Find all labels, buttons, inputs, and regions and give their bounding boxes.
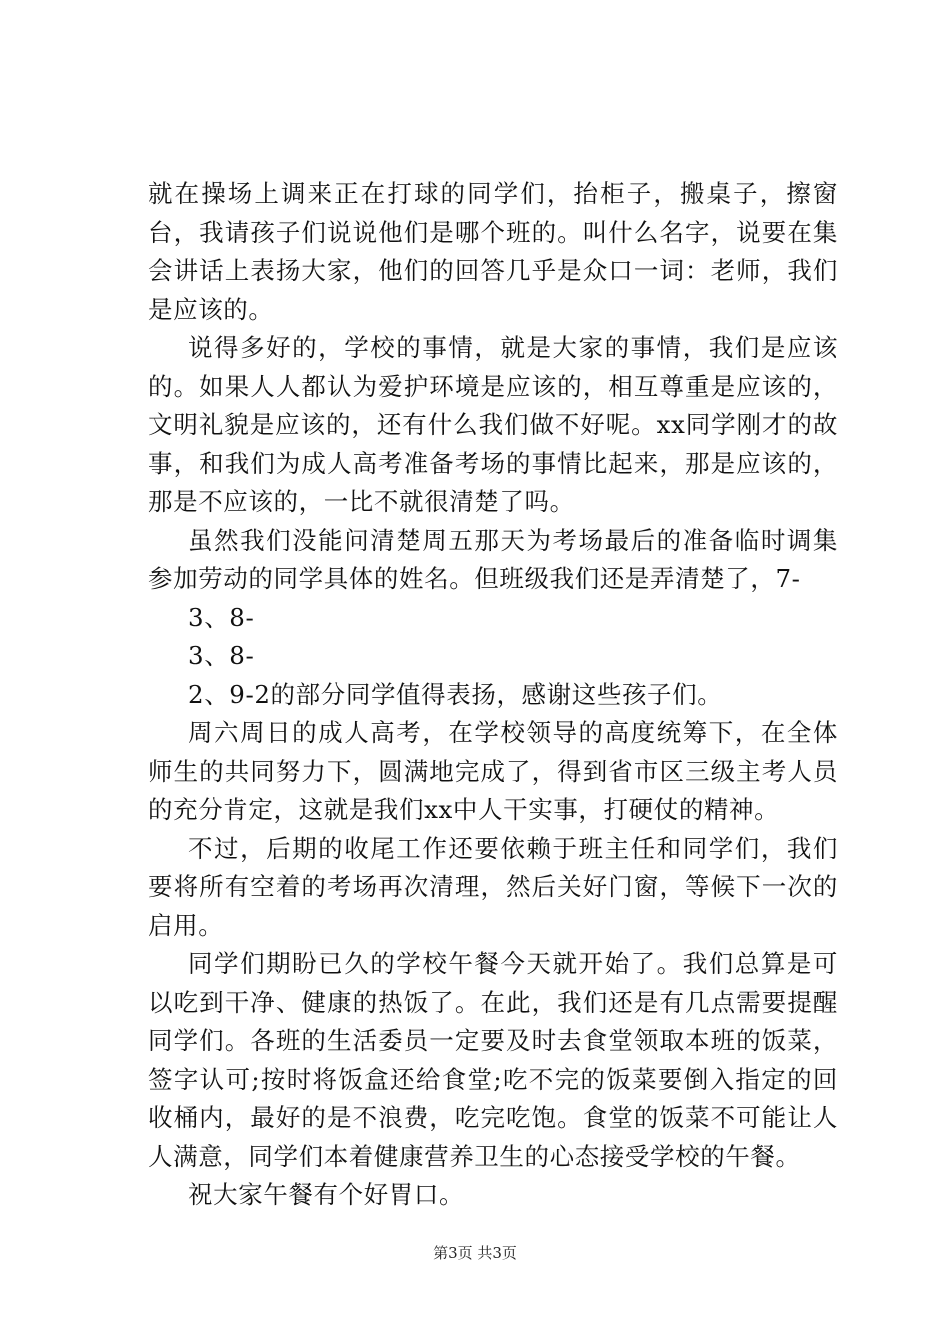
document-body	[148, 175, 838, 1215]
paragraph-6: 2、9-2的部分同学值得表扬，感谢这些孩子们。	[188, 679, 723, 709]
paragraph-4: 3、8-	[188, 602, 255, 632]
paragraph-9: 同学们期盼已久的学校午餐今天就开始了。我们总算是可以吃到干净、健康的热饭了。在此，我们还是有几点需要提醒同学们。各班的生活委员一定要及时去食堂领取本班的饭菜，签字认可;按时将饭盒还给食堂;吃不完的饭菜要倒入指定的回收桶内，最好的是不浪费，吃完吃饱。食堂的饭菜不可能让人人满意，同学们本着健康营养卫生的心态接受学校的午餐。	[148, 949, 838, 1171]
paragraph-2: 说得多好的，学校的事情，就是大家的事情，我们是应该的。如果人人都认为爱护环境是应该的，相互尊重是应该的，文明礼貌是应该的，还有什么我们做不好呢。xx同学刚才的故事，和我们为成人高考准备考场的事情比起来，那是应该的，那是不应该的，一比不就很清楚了吗。	[148, 333, 838, 516]
page-number-footer: 第3页 共3页	[433, 1244, 517, 1262]
paragraph-3: 虽然我们没能问清楚周五那天为考场最后的准备临时调集参加劳动的同学具体的姓名。但班级我们还是弄清楚了，7-	[148, 525, 838, 593]
paragraph-7: 周六周日的成人高考，在学校领导的高度统筹下，在全体师生的共同努力下，圆满地完成了，得到省市区三级主考人员的充分肯定，这就是我们xx中人干实事，打硬仗的精神。	[148, 718, 838, 824]
paragraph-8: 不过，后期的收尾工作还要依赖于班主任和同学们，我们要将所有空着的考场再次清理，然后关好门窗，等候下一次的启用。	[148, 833, 838, 940]
paragraph-5: 3、8-	[188, 641, 255, 670]
paragraph-1: 就在操场上调来正在打球的同学们，抬柜子，搬桌子，擦窗台，我请孩子们说说他们是哪个班的。叫什么名字，说要在集会讲话上表扬大家，他们的回答几乎是众口一词：老师，我们是应该的。	[148, 179, 838, 324]
paragraph-10: 祝大家午餐有个好胃口。	[188, 1180, 465, 1209]
